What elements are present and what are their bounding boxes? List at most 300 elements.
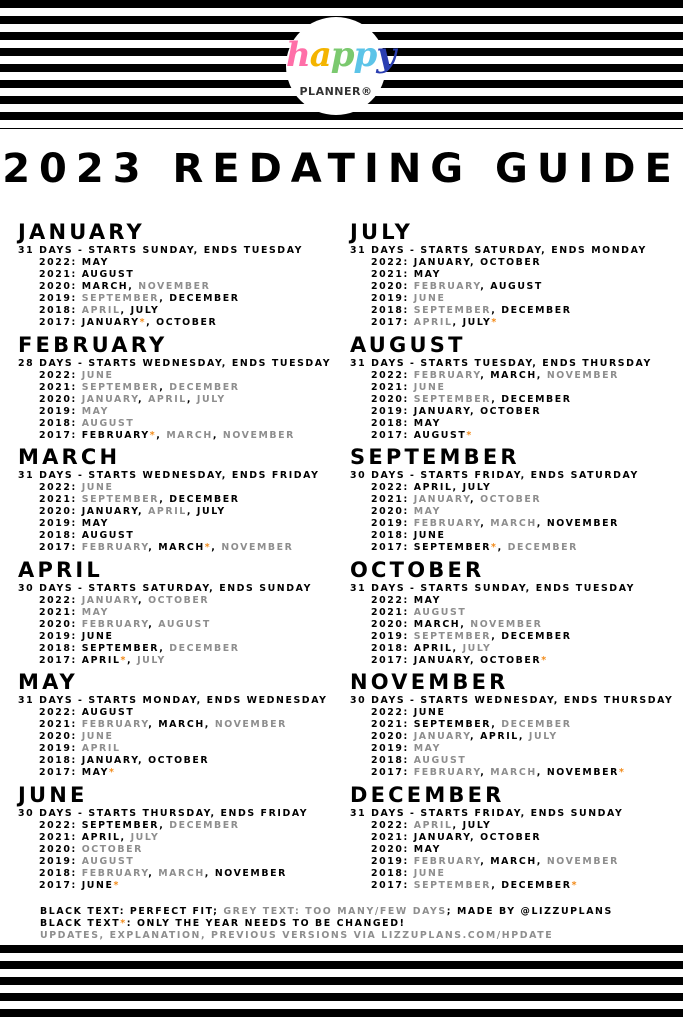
month-grey: MARCH — [490, 767, 537, 778]
year-row — [18, 719, 348, 731]
separator: , — [148, 867, 159, 879]
year-label: 2022: — [39, 482, 82, 493]
separator: , — [138, 594, 149, 606]
year-row — [18, 430, 348, 442]
month-fit: JANUARY — [413, 257, 471, 268]
month-fit: SEPTEMBER — [81, 642, 160, 654]
year-label: 2019: — [371, 630, 414, 642]
year-row — [18, 542, 348, 554]
month-grey: SEPTEMBER — [81, 381, 160, 393]
year-label: 2020: — [371, 281, 414, 292]
month-grey: DECEMBER — [169, 642, 240, 654]
year-row — [350, 655, 680, 667]
month-grey: DECEMBER — [501, 719, 572, 730]
month-grey: JUNE — [413, 381, 446, 393]
month-grey: APRIL — [81, 743, 121, 754]
year-label: 2020: — [39, 618, 82, 630]
year-row — [18, 655, 348, 667]
month-fit: OCTOBER — [480, 257, 542, 268]
month-fit: NOVEMBER — [214, 867, 287, 879]
month-block-september — [350, 444, 680, 557]
month-fit: OCTOBER — [148, 755, 210, 766]
year-row — [350, 269, 680, 281]
year-label: 2019: — [39, 293, 82, 304]
year-label: 2021: — [39, 719, 82, 730]
month-info: 31 DAYS - STARTS MONDAY, ENDS WEDNESDAY — [18, 695, 328, 706]
month-grey: JANUARY — [81, 393, 139, 405]
separator: , — [470, 654, 481, 666]
month-fit: NOVEMBER — [546, 767, 619, 778]
separator: , — [470, 831, 481, 843]
year-row — [18, 820, 348, 832]
star-marker: * — [113, 879, 120, 891]
year-label: 2019: — [39, 405, 82, 417]
year-row — [18, 880, 348, 892]
year-row — [350, 631, 680, 643]
month-fit: SEPTEMBER — [413, 542, 492, 553]
year-row — [350, 406, 680, 418]
month-block-august — [350, 332, 680, 445]
year-row — [350, 257, 680, 269]
year-row — [18, 619, 348, 631]
year-label: 2021: — [371, 831, 414, 843]
year-row — [18, 317, 348, 329]
month-grey: NOVEMBER — [222, 429, 295, 441]
separator: , — [138, 506, 149, 517]
star-marker: * — [491, 317, 498, 328]
month-grey: MAY — [81, 606, 109, 618]
year-label: 2022: — [39, 369, 82, 381]
year-label: 2021: — [39, 831, 82, 843]
month-fit: MAY — [81, 767, 109, 778]
year-label: 2018: — [371, 417, 414, 429]
month-fit: DECEMBER — [501, 630, 572, 642]
month-grey: JULY — [196, 393, 226, 405]
separator: , — [491, 879, 502, 891]
year-row — [18, 595, 348, 607]
year-row — [350, 293, 680, 305]
month-info: 30 DAYS - STARTS SATURDAY, ENDS SUNDAY — [18, 582, 312, 594]
month-grey: AUGUST — [413, 755, 467, 766]
separator: , — [148, 542, 159, 553]
month-info: 31 DAYS - STARTS FRIDAY, ENDS SUNDAY — [350, 807, 624, 819]
separator: , — [480, 767, 491, 778]
month-grey: SEPTEMBER — [81, 494, 160, 505]
month-info: 31 DAYS - STARTS SATURDAY, ENDS MONDAY — [350, 245, 647, 256]
year-row — [350, 494, 680, 506]
separator: , — [480, 855, 491, 867]
year-row — [18, 707, 348, 719]
separator: , — [470, 257, 481, 268]
separator: , — [127, 654, 138, 666]
month-grey: JUNE — [81, 482, 114, 493]
separator: , — [491, 719, 502, 730]
month-fit: OCTOBER — [480, 654, 542, 666]
page-title: 2023 REDATING GUIDE — [2, 146, 681, 192]
month-grey: MARCH — [158, 867, 205, 879]
left-column — [18, 219, 348, 894]
year-label: 2019: — [371, 855, 414, 867]
month-block-october — [350, 557, 680, 670]
month-grey: JANUARY — [413, 731, 471, 742]
month-fit: JUNE — [413, 530, 446, 541]
year-row — [18, 631, 348, 643]
separator: , — [460, 618, 471, 630]
year-row — [18, 856, 348, 868]
month-name: AUGUST — [350, 332, 466, 357]
separator: , — [138, 755, 149, 766]
month-grey: AUGUST — [413, 606, 467, 618]
year-row — [18, 518, 348, 530]
month-fit: JANUARY — [413, 405, 471, 417]
month-block-march — [18, 444, 348, 557]
month-grey: APRIL — [148, 506, 187, 517]
month-grey: FEBRUARY — [81, 618, 149, 630]
separator: , — [148, 618, 159, 630]
month-name: JANUARY — [18, 220, 145, 244]
year-label: 2017: — [39, 879, 82, 891]
month-grey: APRIL — [81, 305, 121, 316]
year-row — [18, 305, 348, 317]
year-label: 2022: — [39, 707, 82, 718]
month-grey: FEBRUARY — [81, 719, 149, 730]
year-row — [350, 506, 680, 518]
month-fit: MARCH — [413, 618, 461, 630]
year-row — [350, 370, 680, 382]
star-marker: * — [491, 542, 498, 553]
right-column — [350, 219, 680, 894]
month-grey: MAY — [81, 405, 109, 417]
star-marker: * — [204, 542, 212, 553]
separator: , — [491, 630, 502, 642]
separator: , — [470, 405, 481, 417]
year-row — [350, 482, 680, 494]
month-grey: JULY — [137, 654, 166, 666]
legend-black-text: BLACK TEXT — [40, 918, 121, 929]
year-label: 2021: — [371, 494, 414, 505]
month-fit: APRIL — [413, 482, 453, 493]
year-row — [18, 494, 348, 506]
year-row — [18, 506, 348, 518]
month-grey: JULY — [528, 731, 558, 742]
month-fit: APRIL — [81, 831, 121, 843]
star-marker: * — [120, 654, 128, 666]
year-label: 2018: — [39, 867, 82, 879]
month-fit: MARCH — [81, 281, 129, 292]
month-grey: DECEMBER — [169, 381, 240, 393]
month-fit: MAY — [413, 269, 441, 280]
logo-letter: h — [286, 35, 310, 75]
year-row — [18, 743, 348, 755]
month-grey: SEPTEMBER — [81, 293, 160, 304]
month-fit: DECEMBER — [169, 494, 240, 505]
legend-text: ; MADE BY @LIZZUPLANS — [446, 906, 613, 917]
month-name: NOVEMBER — [350, 670, 509, 694]
star-marker: * — [149, 429, 157, 441]
year-row — [350, 755, 680, 767]
month-fit: APRIL — [81, 654, 121, 666]
month-grey: SEPTEMBER — [413, 630, 492, 642]
legend-grey-text: GREY TEXT: TOO MANY/FEW DAYS — [223, 906, 447, 917]
year-label: 2022: — [371, 369, 414, 381]
year-label: 2022: — [371, 594, 414, 606]
separator: , — [536, 518, 547, 529]
separator: , — [128, 281, 139, 292]
month-fit: APRIL — [413, 642, 453, 654]
month-fit: JULY — [462, 482, 492, 493]
year-row — [350, 844, 680, 856]
month-fit: MARCH — [158, 542, 205, 553]
month-block-july — [350, 219, 680, 332]
separator: , — [186, 506, 197, 517]
year-label: 2019: — [39, 855, 82, 867]
year-label: 2021: — [371, 719, 414, 730]
month-fit: NOVEMBER — [546, 518, 619, 529]
year-label: 2019: — [39, 743, 82, 754]
year-row — [350, 394, 680, 406]
month-fit: JUNE — [413, 707, 446, 718]
separator: , — [159, 642, 170, 654]
separator: , — [148, 719, 159, 730]
separator: , — [452, 642, 463, 654]
year-label: 2020: — [39, 731, 82, 742]
month-name: JUNE — [18, 782, 88, 807]
month-grey: AUGUST — [81, 855, 135, 867]
month-name: MAY — [18, 670, 78, 694]
month-name: OCTOBER — [350, 557, 485, 582]
year-row — [350, 643, 680, 655]
year-label: 2017: — [39, 654, 82, 666]
legend-star: * — [120, 918, 127, 929]
year-label: 2017: — [39, 767, 82, 778]
month-fit: AUGUST — [413, 429, 467, 441]
month-name: DECEMBER — [350, 782, 505, 807]
month-name: MARCH — [18, 445, 121, 469]
year-row — [18, 418, 348, 430]
year-row — [350, 595, 680, 607]
month-grey: FEBRUARY — [81, 542, 149, 553]
month-grey: NOVEMBER — [221, 542, 294, 553]
year-row — [350, 820, 680, 832]
star-marker: * — [109, 767, 116, 778]
year-label: 2018: — [371, 755, 414, 766]
month-grey: NOVEMBER — [470, 618, 543, 630]
month-grey: DECEMBER — [507, 542, 578, 553]
month-fit: MAY — [81, 257, 109, 268]
separator: , — [480, 518, 491, 529]
month-fit: JULY — [462, 819, 492, 831]
month-fit: SEPTEMBER — [81, 819, 160, 831]
separator: , — [204, 719, 215, 730]
month-fit: AUGUST — [81, 269, 135, 280]
year-label: 2019: — [371, 743, 414, 754]
month-grey: JUNE — [81, 731, 114, 742]
year-row — [18, 767, 348, 779]
month-fit: MAY — [413, 594, 441, 606]
bottom-stripes — [0, 945, 683, 1024]
month-block-january — [18, 219, 348, 332]
year-label: 2022: — [371, 819, 414, 831]
month-fit: AUGUST — [490, 281, 543, 292]
legend-footer — [40, 906, 660, 942]
year-label: 2019: — [371, 518, 414, 529]
month-grey: AUGUST — [81, 417, 135, 429]
month-block-april — [18, 557, 348, 670]
month-grey: APRIL — [413, 819, 453, 831]
month-grey: FEBRUARY — [413, 281, 481, 292]
separator: , — [518, 731, 529, 742]
month-grey: NOVEMBER — [138, 281, 211, 292]
logo-subtitle: PLANNER® — [299, 85, 373, 98]
month-fit: FEBRUARY — [81, 429, 150, 441]
separator: , — [211, 542, 222, 553]
month-grey: OCTOBER — [148, 594, 210, 606]
legend-line-3: UPDATES, EXPLANATION, PREVIOUS VERSIONS VIA LIZZUPLANS.COM/HPDATE — [40, 930, 554, 941]
year-row — [18, 844, 348, 856]
month-fit: OCTOBER — [480, 831, 542, 843]
logo-word — [286, 35, 396, 75]
year-row — [350, 317, 680, 329]
month-grey: SEPTEMBER — [413, 879, 492, 891]
happy-planner-logo — [286, 17, 396, 115]
month-grey: APRIL — [413, 317, 453, 328]
month-grey: MAY — [413, 743, 441, 754]
month-grey: OCTOBER — [81, 843, 143, 855]
month-fit: DECEMBER — [501, 305, 572, 316]
month-fit: DECEMBER — [501, 879, 572, 891]
month-fit: JULY — [462, 317, 492, 328]
year-row — [18, 731, 348, 743]
year-label: 2019: — [39, 518, 82, 529]
month-fit: DECEMBER — [501, 393, 572, 405]
month-grey: FEBRUARY — [413, 855, 481, 867]
month-block-november — [350, 669, 680, 782]
month-block-february — [18, 332, 348, 445]
year-label: 2017: — [39, 317, 82, 328]
separator: , — [480, 281, 491, 292]
year-label: 2020: — [371, 843, 414, 855]
month-name: JULY — [350, 220, 413, 244]
year-row — [350, 281, 680, 293]
month-fit: MARCH — [490, 855, 537, 867]
month-block-may — [18, 669, 348, 782]
year-label: 2020: — [39, 506, 82, 517]
year-row — [18, 382, 348, 394]
month-name: FEBRUARY — [18, 332, 168, 357]
year-row — [350, 430, 680, 442]
logo-letter: p — [330, 35, 354, 75]
year-label: 2017: — [39, 429, 82, 441]
star-marker: * — [571, 879, 579, 891]
legend-line-1 — [40, 906, 660, 918]
year-row — [350, 518, 680, 530]
month-fit: JUNE — [81, 879, 114, 891]
separator: , — [204, 867, 215, 879]
separator: , — [480, 369, 491, 381]
star-marker: * — [541, 654, 548, 666]
year-label: 2018: — [39, 642, 82, 654]
year-row — [18, 370, 348, 382]
year-label: 2017: — [39, 542, 82, 553]
year-label: 2018: — [371, 530, 414, 541]
month-fit: MAY — [413, 843, 441, 855]
year-label: 2020: — [39, 843, 82, 855]
month-info: 31 DAYS - STARTS WEDNESDAY, ENDS FRIDAY — [18, 470, 320, 481]
year-row — [18, 406, 348, 418]
month-grey: JULY — [462, 642, 492, 654]
month-fit: APRIL — [480, 731, 519, 742]
star-marker: * — [466, 429, 473, 441]
month-info: 31 DAYS - STARTS SUNDAY, ENDS TUESDAY — [18, 245, 304, 256]
month-grey: MAY — [413, 506, 441, 517]
separator: , — [491, 305, 502, 316]
month-name: APRIL — [18, 557, 104, 582]
year-label: 2018: — [39, 755, 82, 766]
year-label: 2021: — [371, 269, 414, 280]
month-fit: JANUARY — [413, 831, 471, 843]
month-fit: JUNE — [81, 630, 114, 642]
year-row — [350, 530, 680, 542]
separator: , — [470, 494, 481, 505]
month-info: 30 DAYS - STARTS FRIDAY, ENDS SATURDAY — [350, 470, 639, 481]
month-fit: MARCH — [490, 369, 537, 381]
year-label: 2018: — [39, 530, 82, 541]
month-info: 30 DAYS - STARTS WEDNESDAY, ENDS THURSDAY — [350, 695, 674, 706]
year-row — [18, 281, 348, 293]
month-name: SEPTEMBER — [350, 445, 520, 469]
month-fit: DECEMBER — [169, 293, 240, 304]
separator: , — [156, 429, 167, 441]
separator: , — [146, 317, 157, 328]
separator: , — [536, 855, 547, 867]
separator: , — [452, 317, 463, 328]
legend-line-2 — [40, 918, 660, 930]
year-row — [350, 856, 680, 868]
year-label: 2022: — [39, 257, 82, 268]
month-info: 31 DAYS - STARTS TUESDAY, ENDS THURSDAY — [350, 357, 652, 369]
year-row — [18, 269, 348, 281]
month-block-june — [18, 782, 348, 895]
star-marker: * — [139, 317, 147, 328]
month-grey: NOVEMBER — [214, 719, 287, 730]
year-label: 2018: — [39, 417, 82, 429]
month-grey: FEBRUARY — [413, 767, 481, 778]
year-label: 2019: — [39, 630, 82, 642]
year-label: 2018: — [371, 867, 414, 879]
month-fit: MARCH — [158, 719, 205, 730]
year-label: 2018: — [39, 305, 82, 316]
month-grey: JUNE — [81, 369, 114, 381]
year-row — [350, 868, 680, 880]
year-label: 2019: — [371, 293, 414, 304]
year-row — [350, 731, 680, 743]
year-row — [18, 832, 348, 844]
year-label: 2021: — [371, 606, 414, 618]
month-grey: JUNE — [413, 293, 446, 304]
separator: , — [452, 482, 463, 493]
month-fit: OCTOBER — [156, 317, 218, 328]
year-label: 2017: — [371, 317, 414, 328]
year-row — [18, 530, 348, 542]
month-fit: JULY — [196, 506, 226, 517]
month-fit: JANUARY — [81, 755, 139, 766]
month-info: 28 DAYS - STARTS WEDNESDAY, ENDS TUESDAY — [18, 357, 332, 369]
year-row — [18, 643, 348, 655]
year-label: 2021: — [39, 381, 82, 393]
year-label: 2022: — [39, 594, 82, 606]
separator: , — [186, 393, 197, 405]
year-label: 2017: — [371, 767, 414, 778]
